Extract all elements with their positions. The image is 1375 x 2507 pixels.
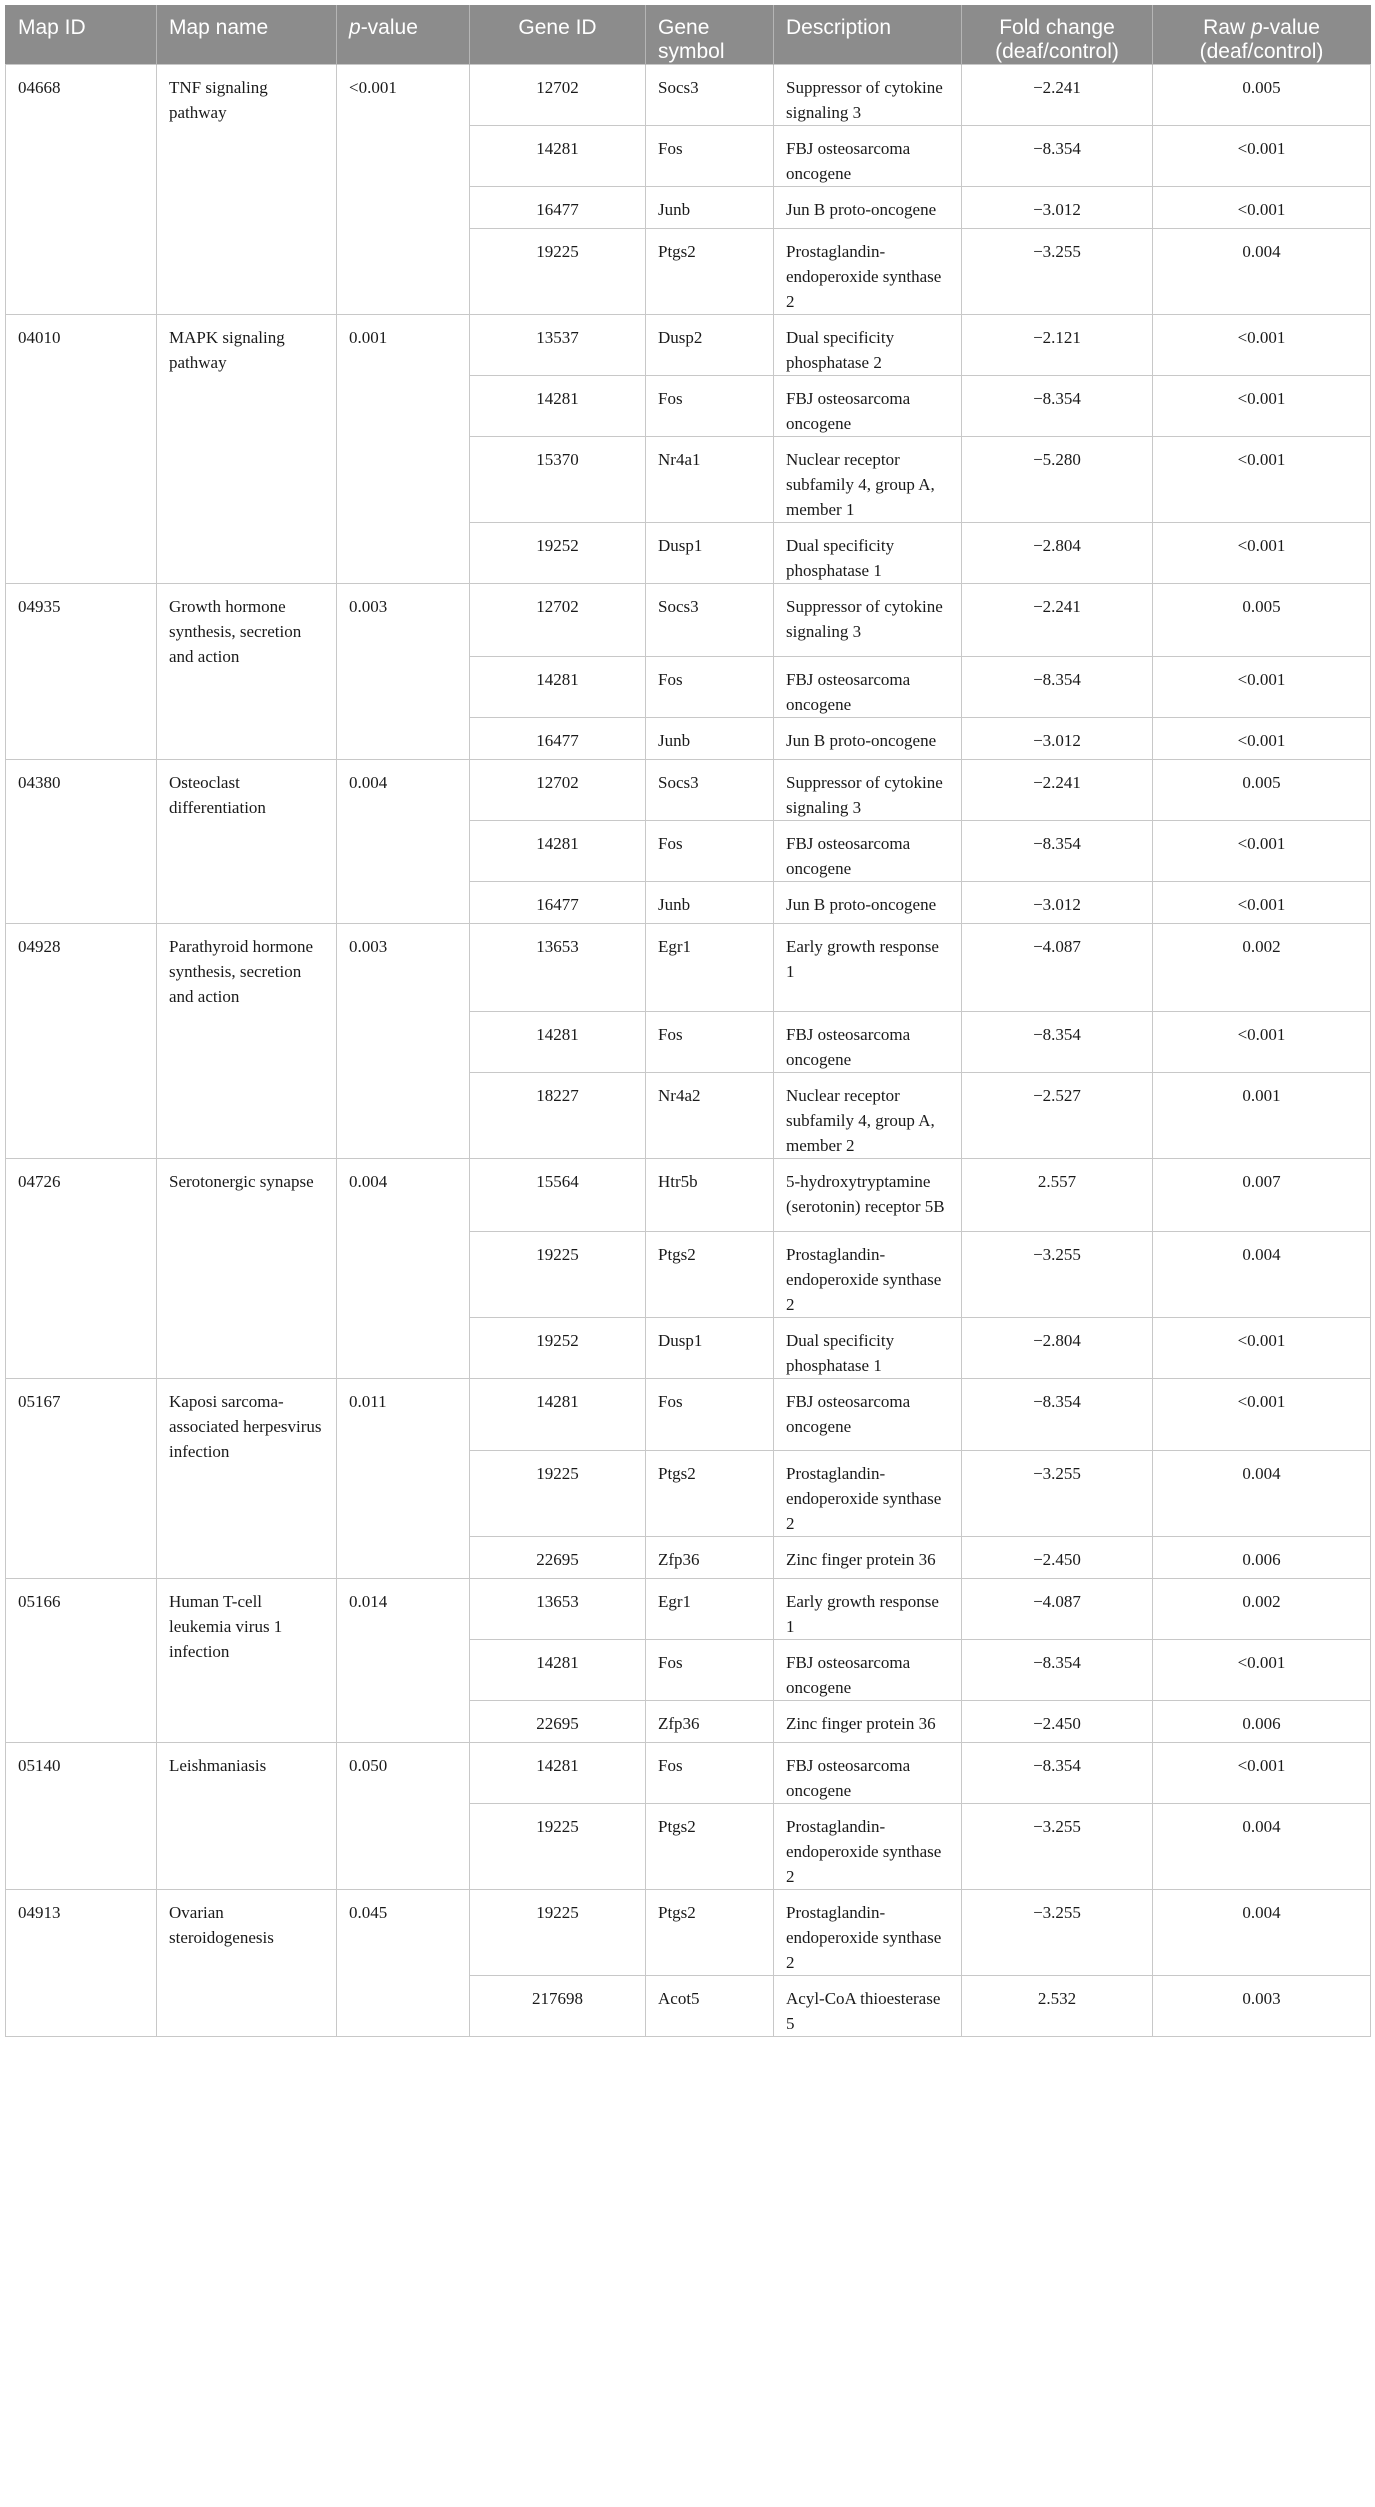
gene-id-cell: 19252 [470,523,646,584]
gene-symbol-cell: Dusp1 [646,1318,774,1379]
gene-symbol-cell: Htr5b [646,1159,774,1232]
header-p-value [337,6,470,65]
gene-symbol-cell: Egr1 [646,924,774,1012]
table-row [6,584,1371,657]
map-id-cell: 05166 [6,1579,157,1743]
table-row [6,924,1371,1012]
raw-p-value-cell: <0.001 [1153,523,1371,584]
raw-p-value-cell: <0.001 [1153,437,1371,523]
gene-id-cell: 14281 [470,1743,646,1804]
fold-change-cell: −8.354 [962,821,1153,882]
gene-id-cell: 12702 [470,760,646,821]
header-p-value-italic: p [349,16,361,39]
gene-id-cell: 14281 [470,821,646,882]
gene-id-cell: 16477 [470,718,646,760]
gene-symbol-cell: Fos [646,821,774,882]
fold-change-cell: −2.241 [962,65,1153,126]
fold-change-cell: −2.804 [962,523,1153,584]
map-name-cell: Leishmaniasis [157,1743,337,1890]
gene-symbol-cell: Junb [646,187,774,229]
gene-id-cell: 22695 [470,1537,646,1579]
p-value-cell: 0.014 [337,1579,470,1743]
description-cell: Prostaglandin-endoperoxide synthase 2 [774,229,962,315]
table-body [6,65,1371,2037]
raw-p-value-cell: <0.001 [1153,1379,1371,1451]
gene-symbol-cell: Nr4a2 [646,1073,774,1159]
raw-p-value-cell: 0.005 [1153,65,1371,126]
gene-symbol-cell: Fos [646,1743,774,1804]
map-id-cell: 05140 [6,1743,157,1890]
raw-p-value-cell: <0.001 [1153,1318,1371,1379]
description-cell: Zinc finger protein 36 [774,1701,962,1743]
gene-symbol-cell: Junb [646,882,774,924]
gene-id-cell: 14281 [470,657,646,718]
gene-id-cell: 13653 [470,1579,646,1640]
gene-id-cell: 16477 [470,882,646,924]
description-cell: Suppressor of cytokine signaling 3 [774,65,962,126]
gene-id-cell: 16477 [470,187,646,229]
fold-change-cell: −5.280 [962,437,1153,523]
gene-id-cell: 19225 [470,229,646,315]
map-name-cell: Ovarian steroidogenesis [157,1890,337,2037]
map-id-cell: 04668 [6,65,157,315]
description-cell: Jun B proto-oncogene [774,187,962,229]
fold-change-cell: −2.527 [962,1073,1153,1159]
p-value-cell: 0.050 [337,1743,470,1890]
map-name-cell: Serotonergic synapse [157,1159,337,1379]
gene-symbol-cell: Junb [646,718,774,760]
gene-symbol-cell: Egr1 [646,1579,774,1640]
fold-change-cell: −8.354 [962,126,1153,187]
description-cell: Early growth response 1 [774,1579,962,1640]
description-cell: Prostaglandin-endoperoxide synthase 2 [774,1232,962,1318]
raw-p-value-cell: 0.001 [1153,1073,1371,1159]
table-row [6,315,1371,376]
map-name-cell: Kaposi sarcoma-associated herpesvirus infection [157,1379,337,1579]
gene-id-cell: 22695 [470,1701,646,1743]
raw-p-value-cell: 0.004 [1153,229,1371,315]
pathway-gene-table [5,5,1371,2037]
raw-p-value-cell: <0.001 [1153,821,1371,882]
gene-symbol-cell: Fos [646,1012,774,1073]
gene-symbol-cell: Dusp2 [646,315,774,376]
raw-p-value-cell: 0.007 [1153,1159,1371,1232]
raw-p-value-cell: <0.001 [1153,657,1371,718]
fold-change-cell: −3.012 [962,882,1153,924]
gene-id-cell: 19225 [470,1451,646,1537]
p-value-cell: <0.001 [337,65,470,315]
gene-symbol-cell: Socs3 [646,584,774,657]
gene-symbol-cell: Ptgs2 [646,1804,774,1890]
fold-change-cell: 2.532 [962,1976,1153,2037]
table-row [6,1159,1371,1232]
map-name-cell: Growth hormone synthesis, secretion and action [157,584,337,760]
fold-change-cell: −2.241 [962,760,1153,821]
p-value-cell: 0.011 [337,1379,470,1579]
gene-id-cell: 18227 [470,1073,646,1159]
raw-p-value-cell: 0.002 [1153,1579,1371,1640]
gene-symbol-cell: Fos [646,376,774,437]
description-cell: FBJ osteosarcoma oncogene [774,1379,962,1451]
gene-symbol-cell: Fos [646,1379,774,1451]
gene-symbol-cell: Socs3 [646,760,774,821]
fold-change-cell: −2.450 [962,1537,1153,1579]
description-cell: FBJ osteosarcoma oncogene [774,821,962,882]
description-cell: Dual specificity phosphatase 1 [774,1318,962,1379]
fold-change-cell: −8.354 [962,376,1153,437]
gene-id-cell: 12702 [470,65,646,126]
table-header [6,6,1371,65]
raw-p-value-cell: 0.005 [1153,760,1371,821]
fold-change-cell: −8.354 [962,1012,1153,1073]
map-id-cell: 04928 [6,924,157,1159]
raw-p-value-cell: <0.001 [1153,718,1371,760]
gene-symbol-cell: Nr4a1 [646,437,774,523]
raw-p-value-cell: <0.001 [1153,376,1371,437]
gene-symbol-cell: Dusp1 [646,523,774,584]
header-raw-p-value [1153,6,1371,65]
gene-id-cell: 14281 [470,1379,646,1451]
gene-symbol-cell: Ptgs2 [646,229,774,315]
raw-p-value-cell: 0.004 [1153,1804,1371,1890]
description-cell: Early growth response 1 [774,924,962,1012]
raw-p-value-cell: 0.002 [1153,924,1371,1012]
gene-symbol-cell: Zfp36 [646,1537,774,1579]
gene-symbol-cell: Acot5 [646,1976,774,2037]
description-cell: Prostaglandin-endoperoxide synthase 2 [774,1890,962,1976]
fold-change-cell: −8.354 [962,657,1153,718]
map-id-cell: 04726 [6,1159,157,1379]
header-gene-symbol: Gene symbol [646,6,774,65]
fold-change-cell: −3.255 [962,229,1153,315]
description-cell: Suppressor of cytokine signaling 3 [774,584,962,657]
description-cell: FBJ osteosarcoma oncogene [774,1012,962,1073]
description-cell: Nuclear receptor subfamily 4, group A, member 2 [774,1073,962,1159]
gene-id-cell: 15564 [470,1159,646,1232]
fold-change-cell: −2.241 [962,584,1153,657]
description-cell: FBJ osteosarcoma oncogene [774,376,962,437]
table-row [6,1379,1371,1451]
gene-id-cell: 217698 [470,1976,646,2037]
raw-p-value-cell: <0.001 [1153,1012,1371,1073]
raw-p-value-cell: <0.001 [1153,315,1371,376]
description-cell: FBJ osteosarcoma oncogene [774,1640,962,1701]
table-row [6,760,1371,821]
map-id-cell: 04380 [6,760,157,924]
raw-p-value-cell: <0.001 [1153,126,1371,187]
gene-id-cell: 15370 [470,437,646,523]
p-value-cell: 0.001 [337,315,470,584]
gene-id-cell: 14281 [470,376,646,437]
description-cell: FBJ osteosarcoma oncogene [774,657,962,718]
gene-symbol-cell: Ptgs2 [646,1890,774,1976]
raw-p-value-cell: <0.001 [1153,1743,1371,1804]
map-id-cell: 05167 [6,1379,157,1579]
description-cell: Dual specificity phosphatase 1 [774,523,962,584]
map-id-cell: 04010 [6,315,157,584]
description-cell: FBJ osteosarcoma oncogene [774,126,962,187]
map-id-cell: 04913 [6,1890,157,2037]
raw-p-value-cell: 0.004 [1153,1890,1371,1976]
fold-change-cell: −2.121 [962,315,1153,376]
gene-id-cell: 13537 [470,315,646,376]
header-map-name: Map name [157,6,337,65]
gene-id-cell: 19252 [470,1318,646,1379]
raw-p-value-cell: <0.001 [1153,882,1371,924]
header-raw-p-rest: -value (deaf/control) [1199,16,1324,63]
gene-id-cell: 19225 [470,1804,646,1890]
header-description: Description [774,6,962,65]
header-map-id: Map ID [6,6,157,65]
description-cell: Nuclear receptor subfamily 4, group A, member 1 [774,437,962,523]
gene-symbol-cell: Socs3 [646,65,774,126]
p-value-cell: 0.003 [337,924,470,1159]
map-name-cell: Osteoclast differentiation [157,760,337,924]
header-raw-p-prefix: Raw [1203,16,1251,39]
fold-change-cell: −4.087 [962,1579,1153,1640]
header-fold-change: Fold change (deaf/control) [962,6,1153,65]
table-row [6,65,1371,126]
fold-change-cell: −3.255 [962,1804,1153,1890]
raw-p-value-cell: 0.005 [1153,584,1371,657]
description-cell: Prostaglandin-endoperoxide synthase 2 [774,1451,962,1537]
gene-symbol-cell: Fos [646,1640,774,1701]
fold-change-cell: −3.255 [962,1451,1153,1537]
description-cell: Suppressor of cytokine signaling 3 [774,760,962,821]
map-name-cell: Parathyroid hormone synthesis, secretion and action [157,924,337,1159]
fold-change-cell: 2.557 [962,1159,1153,1232]
gene-id-cell: 14281 [470,1012,646,1073]
raw-p-value-cell: 0.003 [1153,1976,1371,2037]
description-cell: 5-hydroxytryptamine (serotonin) receptor 5B [774,1159,962,1232]
table-row [6,1579,1371,1640]
gene-id-cell: 19225 [470,1890,646,1976]
description-cell: Jun B proto-oncogene [774,882,962,924]
table-row [6,1743,1371,1804]
fold-change-cell: −3.255 [962,1232,1153,1318]
description-cell: Dual specificity phosphatase 2 [774,315,962,376]
fold-change-cell: −3.012 [962,187,1153,229]
raw-p-value-cell: <0.001 [1153,187,1371,229]
raw-p-value-cell: 0.006 [1153,1537,1371,1579]
description-cell: Jun B proto-oncogene [774,718,962,760]
map-name-cell: TNF signaling pathway [157,65,337,315]
fold-change-cell: −3.255 [962,1890,1153,1976]
description-cell: FBJ osteosarcoma oncogene [774,1743,962,1804]
fold-change-cell: −8.354 [962,1379,1153,1451]
p-value-cell: 0.045 [337,1890,470,2037]
fold-change-cell: −4.087 [962,924,1153,1012]
fold-change-cell: −3.012 [962,718,1153,760]
table-row [6,1890,1371,1976]
gene-symbol-cell: Zfp36 [646,1701,774,1743]
map-id-cell: 04935 [6,584,157,760]
fold-change-cell: −8.354 [962,1640,1153,1701]
gene-symbol-cell: Fos [646,126,774,187]
description-cell: Acyl-CoA thioesterase 5 [774,1976,962,2037]
p-value-cell: 0.004 [337,760,470,924]
gene-symbol-cell: Fos [646,657,774,718]
fold-change-cell: −2.450 [962,1701,1153,1743]
raw-p-value-cell: 0.004 [1153,1451,1371,1537]
raw-p-value-cell: <0.001 [1153,1640,1371,1701]
gene-symbol-cell: Ptgs2 [646,1232,774,1318]
gene-id-cell: 14281 [470,126,646,187]
fold-change-cell: −8.354 [962,1743,1153,1804]
gene-id-cell: 12702 [470,584,646,657]
header-p-value-rest: -value [360,16,418,39]
gene-id-cell: 19225 [470,1232,646,1318]
header-raw-p-italic: p [1250,16,1263,39]
raw-p-value-cell: 0.006 [1153,1701,1371,1743]
gene-id-cell: 14281 [470,1640,646,1701]
p-value-cell: 0.004 [337,1159,470,1379]
description-cell: Prostaglandin-endoperoxide synthase 2 [774,1804,962,1890]
raw-p-value-cell: 0.004 [1153,1232,1371,1318]
gene-symbol-cell: Ptgs2 [646,1451,774,1537]
description-cell: Zinc finger protein 36 [774,1537,962,1579]
header-gene-id: Gene ID [470,6,646,65]
gene-id-cell: 13653 [470,924,646,1012]
map-name-cell: MAPK signaling pathway [157,315,337,584]
fold-change-cell: −2.804 [962,1318,1153,1379]
p-value-cell: 0.003 [337,584,470,760]
map-name-cell: Human T-cell leukemia virus 1 infection [157,1579,337,1743]
